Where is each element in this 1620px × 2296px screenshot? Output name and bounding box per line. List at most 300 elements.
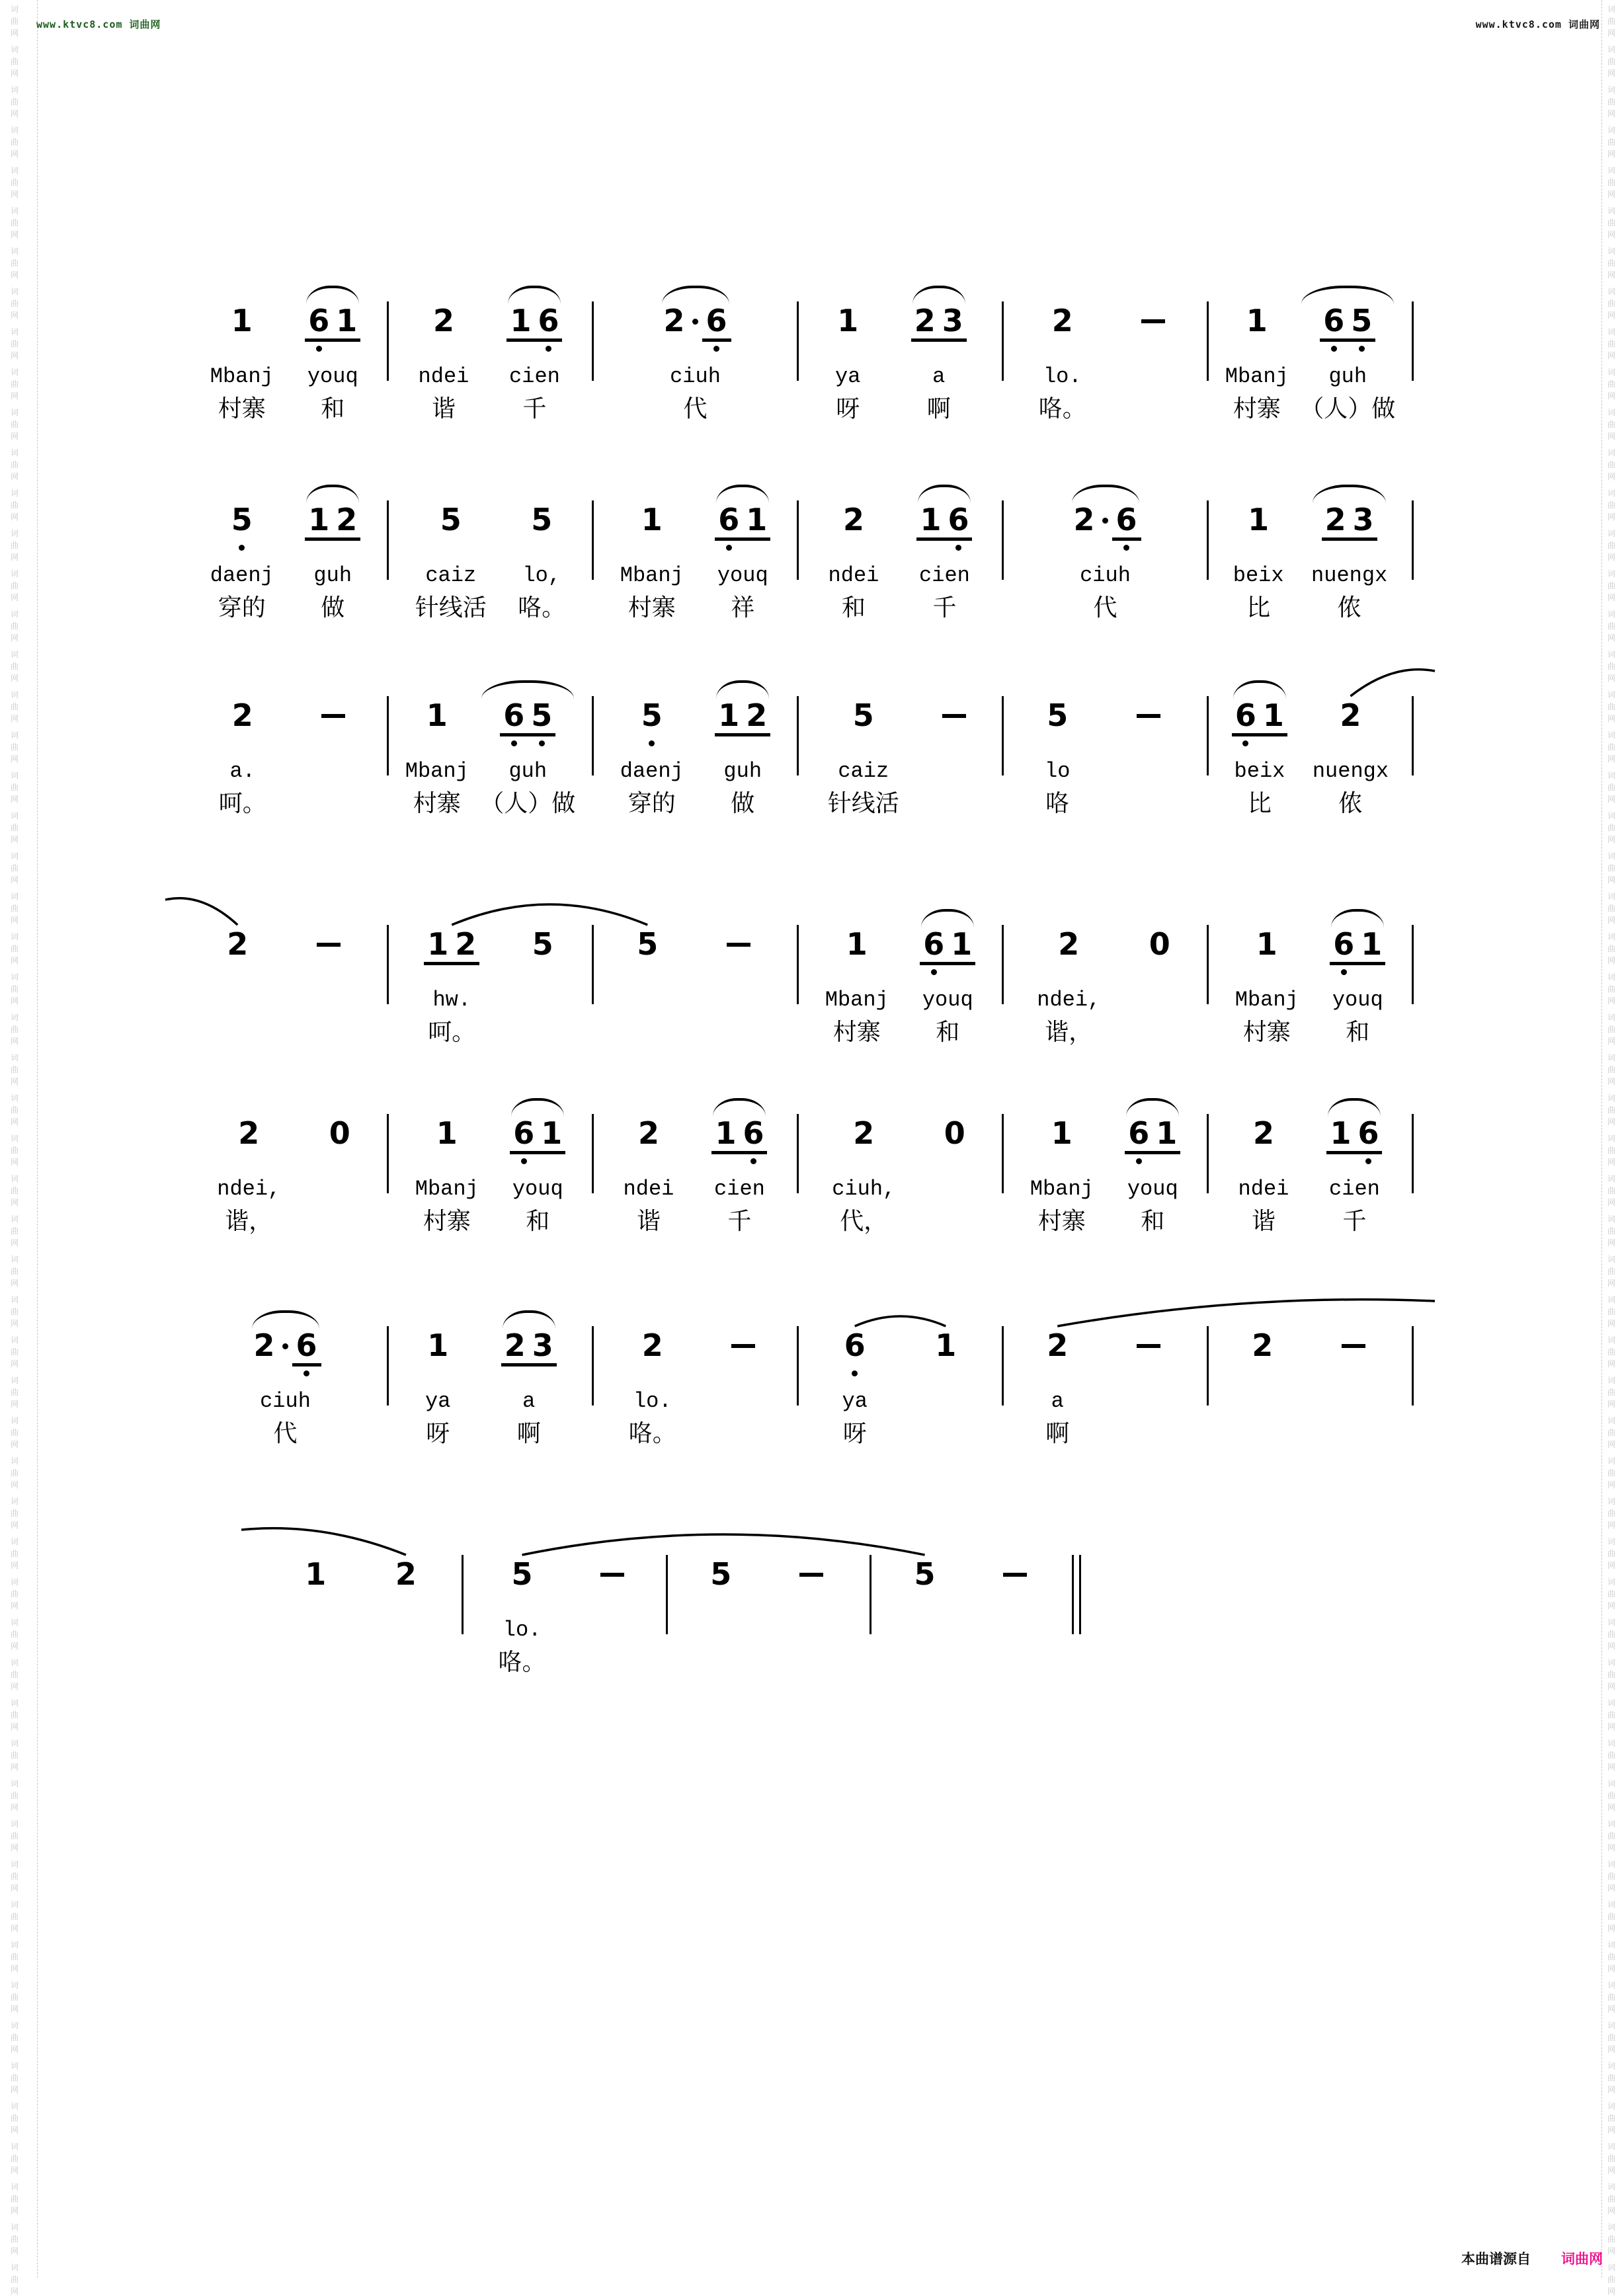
note-cell — [326, 1117, 354, 1150]
notes-row — [1049, 304, 1076, 342]
octave-dots-row — [1250, 1154, 1277, 1168]
note-cell — [228, 503, 256, 536]
note-cluster — [315, 676, 352, 818]
note-cell — [528, 503, 555, 536]
side-watermark-text: 词 曲 网 — [10, 448, 19, 481]
side-watermark-text: 词 曲 网 — [10, 126, 19, 159]
side-watermark-text: 词 曲 网 — [1607, 2021, 1615, 2054]
lyric-chinese: 谐 — [1251, 1208, 1276, 1234]
note: 1 — [1246, 303, 1268, 338]
notes-row — [1336, 699, 1364, 736]
note: 2 — [641, 1327, 663, 1363]
slur-area — [1330, 905, 1385, 928]
side-watermark-text: 词 曲 网 — [1607, 1376, 1615, 1409]
notes-row — [638, 699, 666, 736]
octave-dots-row — [1322, 541, 1377, 554]
side-watermark-text: 词 曲 网 — [10, 1739, 19, 1772]
octave-dots-row — [920, 965, 975, 978]
lyric-latin: daenj — [210, 563, 274, 588]
side-watermark-text: 词 曲 网 — [10, 247, 19, 280]
lyric-chinese: 和 — [1141, 1208, 1165, 1234]
slur-arc — [662, 286, 729, 304]
lyric-chinese: 祥 — [731, 594, 755, 621]
note-cell — [228, 304, 256, 337]
note-cell — [743, 699, 770, 732]
duration-dash — [1003, 1573, 1027, 1577]
notes-row — [1130, 699, 1167, 736]
barline — [1207, 500, 1209, 580]
note-cell — [720, 928, 757, 947]
barline — [592, 696, 594, 775]
note-cluster — [793, 1535, 830, 1677]
side-watermark-text: 词 曲 网 — [1607, 2223, 1615, 2256]
slur-area — [1233, 481, 1284, 503]
note: 2 — [853, 1115, 875, 1151]
barline — [797, 1326, 799, 1405]
note-cell — [1248, 1329, 1276, 1362]
lyric-chinese: 针线活 — [827, 790, 899, 816]
slur-area — [480, 676, 575, 699]
notes-row — [423, 699, 451, 736]
notes-row — [302, 1558, 329, 1595]
barline — [1002, 1114, 1004, 1193]
note-cell — [1354, 1117, 1382, 1150]
slur-area — [916, 481, 972, 503]
note: 1 — [1051, 1115, 1073, 1151]
note: 2 — [637, 1115, 659, 1151]
measure — [185, 1306, 385, 1448]
slur-arc — [912, 286, 965, 304]
note: 1 — [715, 1115, 737, 1151]
barline — [1412, 696, 1414, 775]
octave-dots-row — [251, 1366, 321, 1380]
notes-row — [840, 503, 868, 541]
notes-row — [941, 1117, 969, 1154]
duration-dash — [1137, 1344, 1160, 1348]
score-line — [185, 1306, 1415, 1448]
notes-row — [1326, 1117, 1382, 1154]
octave-dots-row — [315, 736, 352, 750]
note-cell — [1357, 928, 1385, 961]
side-watermark-text: 词 曲 网 — [1607, 851, 1615, 885]
lyric-latin: guh — [313, 563, 352, 588]
side-watermark-text: 词 曲 网 — [10, 1053, 19, 1086]
side-watermark-text: 词 曲 网 — [10, 650, 19, 683]
octave-dot — [931, 969, 937, 975]
note-cell — [843, 928, 871, 961]
barline — [1079, 1555, 1081, 1634]
note: 1 — [510, 303, 532, 338]
note-cluster — [518, 481, 565, 623]
side-watermark-text: 词 曲 网 — [1607, 1093, 1615, 1127]
lyric-chinese: 村寨 — [628, 594, 676, 621]
notes-row — [711, 1117, 767, 1154]
slur-area — [1130, 1306, 1167, 1329]
side-watermark-text: 词 曲 网 — [1607, 1013, 1615, 1046]
note-cell — [939, 304, 967, 337]
note-cluster — [210, 282, 274, 424]
lyric-chinese: 村寨 — [218, 395, 266, 422]
note: 2 — [336, 502, 358, 537]
side-watermark-text: 词 曲 网 — [1607, 1134, 1615, 1167]
note-cluster — [251, 1306, 321, 1448]
note-cluster — [911, 282, 967, 424]
measure — [595, 676, 795, 818]
side-watermark-text: 词 曲 网 — [1607, 1456, 1615, 1489]
note: 1 — [1256, 926, 1277, 962]
notes-row — [424, 1329, 452, 1366]
note-cluster — [415, 481, 487, 623]
note-cell — [1250, 1117, 1277, 1150]
note-cluster — [624, 1094, 674, 1236]
octave-dots-row — [508, 1595, 536, 1608]
octave-dots-row — [850, 1154, 877, 1168]
octave-dots-row — [424, 1366, 452, 1380]
note: 1 — [641, 502, 663, 537]
lyric-latin: Mbanj — [1235, 988, 1299, 1012]
note-cell — [433, 1117, 461, 1150]
note-cell — [1322, 503, 1350, 536]
note: 1 — [935, 1327, 957, 1363]
lyric-latin: ndei — [828, 563, 879, 588]
slur-area — [1232, 676, 1287, 699]
octave-dots-row — [1049, 342, 1076, 355]
measures-row — [185, 676, 1415, 818]
lyric-latin: ciuh, — [832, 1177, 896, 1201]
note-cell — [1043, 699, 1071, 732]
note-cell — [302, 1558, 329, 1591]
slur-area — [1043, 676, 1071, 699]
measure — [1210, 1306, 1410, 1448]
measures-row — [261, 1535, 1081, 1677]
side-watermark-text: 词 曲 网 — [10, 851, 19, 885]
side-watermark-text: 词 曲 网 — [1607, 1214, 1615, 1247]
note: 2 — [238, 1115, 260, 1151]
side-watermark-text: 词 曲 网 — [10, 1335, 19, 1368]
lyric-latin: youq — [1127, 1177, 1178, 1201]
lyric-chinese: （人）做 — [480, 790, 576, 816]
measure — [1005, 1094, 1205, 1236]
slur-area — [1248, 1306, 1276, 1329]
note: 1 — [846, 926, 868, 962]
notes-row — [661, 304, 731, 342]
note-cell — [430, 304, 458, 337]
slur-area — [911, 1535, 939, 1558]
barline — [1072, 1555, 1074, 1634]
slur-area — [219, 676, 266, 699]
note-cell — [1146, 928, 1174, 961]
note-cell — [1098, 503, 1113, 524]
note-cluster — [217, 1094, 280, 1236]
note-cluster — [707, 1535, 735, 1677]
octave-dots-row — [725, 1366, 762, 1380]
side-watermark-text: 词 曲 网 — [1607, 1497, 1615, 1530]
note-cell — [707, 1558, 735, 1591]
side-watermark-text: 词 曲 网 — [10, 2021, 19, 2054]
octave-dots-row — [720, 965, 757, 978]
lyric-chinese: 穿的 — [628, 790, 676, 816]
octave-dots-row — [841, 1366, 869, 1380]
octave-dots-row — [433, 1154, 461, 1168]
note: 6 — [538, 303, 559, 338]
octave-dot — [539, 740, 545, 746]
lyric-chinese: 代， — [840, 1208, 888, 1234]
octave-dots-row — [1130, 736, 1167, 750]
note-cluster — [210, 481, 274, 623]
side-watermark-text: 词 曲 网 — [10, 408, 19, 441]
score — [185, 282, 1415, 1677]
note-cluster — [1130, 1306, 1167, 1448]
slur-arc — [481, 680, 574, 699]
slur-area — [518, 481, 565, 503]
side-watermark-text: 词 曲 网 — [1607, 1981, 1615, 2014]
slur-area — [620, 481, 684, 503]
note-cell — [932, 1329, 959, 1362]
lyric-chinese: 谐， — [1045, 1019, 1093, 1045]
notes-row — [1071, 503, 1141, 541]
notes-row — [850, 699, 877, 736]
octave-dots-row — [1330, 965, 1385, 978]
lyric-latin: guh — [1328, 364, 1367, 389]
duration-dash — [1342, 1344, 1365, 1348]
notes-row — [1335, 1329, 1372, 1366]
note-cell — [278, 1329, 293, 1349]
slur-arc — [716, 680, 769, 699]
slur-area — [305, 481, 360, 503]
note-cell — [333, 304, 360, 337]
side-watermark-text: 词 曲 网 — [10, 1537, 19, 1570]
octave-dots-row — [500, 736, 555, 750]
note-cell — [1048, 1117, 1076, 1150]
note-cell — [305, 304, 333, 337]
octave-dot — [521, 1158, 527, 1164]
notes-row — [911, 1558, 939, 1595]
slur-area — [715, 481, 770, 503]
note: 2 — [1058, 926, 1080, 962]
side-watermark-text: 词 曲 网 — [1607, 529, 1615, 562]
note-cluster — [620, 481, 684, 623]
note-cell — [1130, 1329, 1167, 1348]
measure — [800, 481, 1000, 623]
note: 5 — [1047, 697, 1069, 733]
slur-area — [499, 1535, 546, 1558]
slur-area — [707, 1535, 735, 1558]
lyric-latin: lo. — [633, 1389, 672, 1413]
lyric-chinese: 千 — [727, 1208, 752, 1234]
note: 6 — [923, 926, 945, 962]
octave-dots-row — [424, 965, 479, 978]
lyric-latin: ciuh — [260, 1389, 311, 1413]
score-line — [185, 1535, 1415, 1677]
side-watermark-text: 词 曲 网 — [10, 1618, 19, 1651]
lyric-latin: Mbanj — [405, 759, 469, 783]
note-cluster — [326, 1094, 354, 1236]
octave-dots-row — [228, 541, 256, 554]
note: 6 — [1128, 1115, 1150, 1151]
notes-row — [1250, 1117, 1277, 1154]
side-watermark-text: 词 曲 网 — [10, 45, 19, 78]
note-cluster — [415, 1094, 479, 1236]
lyric-chinese: 和 — [936, 1019, 960, 1045]
note-cell — [529, 1329, 557, 1362]
slur-area — [310, 905, 347, 928]
notes-row — [1244, 503, 1272, 541]
lyric-latin: cien — [509, 364, 560, 389]
octave-dots-row — [715, 736, 770, 750]
octave-dots-row — [223, 965, 251, 978]
barline — [797, 1114, 799, 1193]
dot-cell — [703, 346, 731, 352]
dot-cell — [944, 545, 972, 551]
note-cluster — [715, 676, 770, 818]
side-watermark-text: 词 曲 网 — [1607, 1416, 1615, 1449]
lyric-latin: youq — [717, 563, 768, 588]
octave-dots-row — [229, 736, 257, 750]
note-cell — [661, 304, 688, 337]
note-cell — [688, 304, 703, 325]
slur-area — [941, 1094, 969, 1117]
notes-row — [834, 304, 862, 342]
barline — [1002, 925, 1004, 1004]
note-cluster — [996, 1535, 1033, 1677]
side-watermark-text: 词 曲 网 — [1607, 1053, 1615, 1086]
side-watermark-text: 词 曲 网 — [10, 2142, 19, 2175]
slur-area — [594, 1535, 631, 1558]
octave-dots-row — [840, 541, 868, 554]
note: 2 — [1051, 303, 1073, 338]
note: 6 — [503, 697, 525, 733]
octave-dot — [511, 740, 517, 746]
octave-dots-row — [711, 1154, 767, 1168]
notes-row — [1146, 928, 1174, 965]
side-watermark-text: 词 曲 网 — [1607, 287, 1615, 320]
side-watermark-text: 词 曲 网 — [1607, 1335, 1615, 1368]
measure — [1005, 1306, 1205, 1448]
note: 6 — [1357, 1115, 1379, 1151]
barline — [592, 1114, 594, 1193]
side-watermark-text: 词 曲 网 — [1607, 327, 1615, 360]
octave-dots-row — [1055, 965, 1082, 978]
slur-arc — [1328, 1098, 1381, 1117]
slur-area — [506, 282, 562, 304]
note-cluster — [1043, 1306, 1071, 1448]
slur-arc — [1072, 485, 1139, 503]
note-cluster — [828, 676, 899, 818]
note-cell — [703, 304, 731, 342]
note: 6 — [1112, 503, 1141, 541]
note-cell — [594, 1558, 631, 1577]
barline — [797, 696, 799, 775]
side-watermark-text: 词 曲 网 — [10, 1295, 19, 1328]
slur-area — [424, 1306, 452, 1329]
note: 5 — [511, 1556, 533, 1592]
octave-dots-row — [1326, 1154, 1382, 1168]
barline — [387, 696, 389, 775]
side-watermark-text: 词 曲 网 — [1607, 731, 1615, 764]
slur-area — [720, 905, 757, 928]
note-cell — [834, 304, 862, 337]
note-cell — [437, 503, 465, 536]
score-line — [185, 282, 1415, 424]
note: 6 — [1235, 697, 1256, 733]
octave-dots-row — [996, 1595, 1033, 1608]
lyric-latin: lo — [1045, 759, 1071, 783]
duration-dash — [731, 1344, 755, 1348]
note: 0 — [329, 1115, 350, 1151]
note-cell — [715, 699, 743, 732]
note-cell — [1244, 503, 1272, 536]
notes-row — [1243, 304, 1271, 342]
lyric-chinese: 啊 — [516, 1420, 541, 1446]
slur-area — [832, 1094, 895, 1117]
lyric-chinese: 和 — [841, 594, 866, 621]
barline — [1002, 1326, 1004, 1405]
note: 2 — [253, 1327, 275, 1363]
barline — [797, 500, 799, 580]
note: 1 — [427, 926, 449, 962]
side-watermark-text: 词 曲 网 — [1607, 650, 1615, 683]
barline — [387, 925, 389, 1004]
notes-row — [635, 1117, 663, 1154]
barline — [1002, 301, 1004, 381]
slur-area — [1146, 905, 1174, 928]
lyric-latin: cien — [919, 563, 970, 588]
measure — [390, 676, 590, 818]
octave-dots-row — [1335, 1366, 1372, 1380]
side-watermark-text: 词 曲 网 — [1607, 771, 1615, 804]
note: 1 — [336, 303, 358, 338]
lyric-chinese: 做 — [731, 790, 755, 816]
note: 1 — [231, 303, 253, 338]
octave-dots-row — [850, 736, 877, 750]
side-watermark-text: 词 曲 网 — [1607, 2182, 1615, 2215]
measure — [595, 481, 795, 623]
lyric-latin: beix — [1233, 563, 1284, 588]
side-watermark-text: 词 曲 网 — [10, 1819, 19, 1852]
note-cell — [538, 1117, 565, 1150]
barline — [387, 500, 389, 580]
note: 6 — [308, 303, 330, 338]
side-watermark-text: 词 曲 网 — [10, 287, 19, 320]
note-cell — [1055, 928, 1082, 961]
note: 1 — [837, 303, 859, 338]
note-cell — [850, 1117, 877, 1150]
note-cell — [711, 1117, 739, 1150]
note: 2 — [663, 303, 685, 338]
side-watermark-text: 词 曲 网 — [1607, 206, 1615, 239]
slur-area — [841, 1306, 869, 1329]
slur-area — [529, 905, 557, 928]
dot-cell — [305, 346, 333, 352]
slur-area — [1125, 1094, 1180, 1117]
side-watermark-text: 词 曲 网 — [1607, 85, 1615, 118]
note-cluster — [1235, 905, 1299, 1047]
note: 6 — [844, 1327, 866, 1363]
slur-area — [217, 1094, 280, 1117]
slur-area — [1235, 905, 1299, 928]
note-cell — [1326, 1117, 1354, 1150]
note: 5 — [641, 697, 663, 733]
octave-dots-row — [635, 1154, 663, 1168]
side-watermark-text: 词 曲 网 — [10, 771, 19, 804]
measure — [669, 1535, 868, 1677]
barline — [592, 500, 594, 580]
barline — [592, 1326, 594, 1405]
slur-area — [1030, 1094, 1094, 1117]
measure — [595, 1094, 795, 1236]
note: 2 — [432, 303, 454, 338]
note-cell — [500, 699, 528, 732]
